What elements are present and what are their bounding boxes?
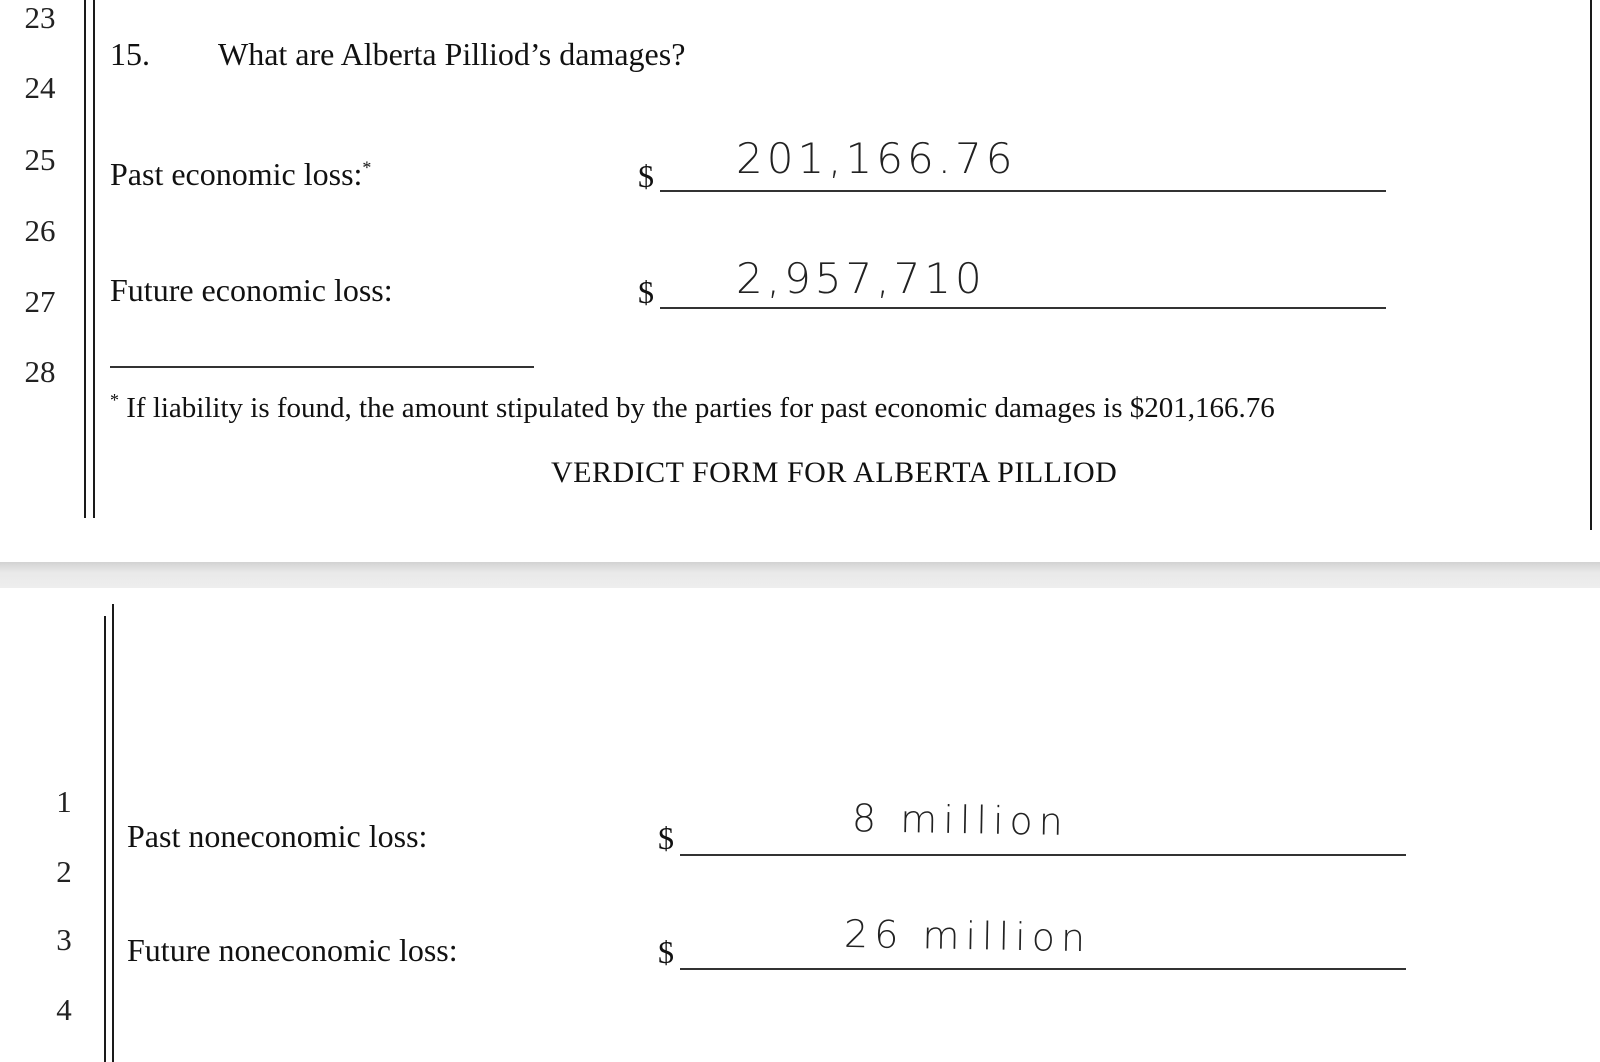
- question-text: What are Alberta Pilliod’s damages?: [218, 36, 686, 72]
- future-noneconomic-loss-label: Future noneconomic loss:: [127, 932, 458, 968]
- margin-line-left-inner: [93, 0, 95, 518]
- past-economic-loss-blank: [660, 190, 1386, 192]
- footnote: * If liability is found, the amount stipulated by the parties for past economic damages is $201,166.76: [110, 390, 1275, 424]
- currency-symbol: $: [638, 158, 654, 194]
- past-noneconomic-loss-label: Past noneconomic loss:: [127, 818, 428, 854]
- margin-line-right: [1590, 0, 1592, 530]
- past-economic-loss-handwritten-value: 201,166.76: [736, 134, 1017, 183]
- line-number: 26: [24, 213, 56, 248]
- line-number: 3: [56, 922, 72, 957]
- line-number: 24: [24, 70, 56, 105]
- line-number: 27: [24, 284, 56, 319]
- currency-symbol: $: [638, 274, 654, 310]
- currency-symbol: $: [658, 934, 674, 970]
- past-economic-loss-label: Past economic loss:*: [110, 156, 372, 192]
- footnote-marker: *: [362, 157, 372, 178]
- footnote-rule: [110, 366, 534, 368]
- future-economic-loss-label: Future economic loss:: [110, 272, 393, 308]
- margin-line-left-outer: [104, 616, 106, 1062]
- line-number: 1: [56, 784, 72, 819]
- past-noneconomic-loss-handwritten-value: 8 million: [851, 796, 1070, 844]
- line-number: 28: [24, 354, 56, 389]
- page-separator: [0, 562, 1600, 588]
- future-noneconomic-loss-handwritten-value: 26 million: [843, 911, 1092, 961]
- future-economic-loss-handwritten-value: 2,957,710: [736, 254, 986, 303]
- line-number: 2: [56, 854, 72, 889]
- margin-line-left-inner: [112, 604, 114, 1062]
- currency-symbol: $: [658, 820, 674, 856]
- line-number: 23: [24, 0, 56, 35]
- future-noneconomic-loss-blank: [680, 968, 1406, 970]
- past-noneconomic-loss-blank: [680, 854, 1406, 856]
- line-number: 4: [56, 992, 72, 1027]
- form-title: VERDICT FORM FOR ALBERTA PILLIOD: [551, 456, 1118, 489]
- future-economic-loss-blank: [660, 307, 1386, 309]
- question-number: 15.: [110, 36, 150, 72]
- footnote-marker: *: [110, 390, 119, 410]
- verdict-page-bottom: [0, 588, 1600, 1062]
- margin-line-left-outer: [84, 0, 86, 518]
- line-number: 25: [24, 142, 56, 177]
